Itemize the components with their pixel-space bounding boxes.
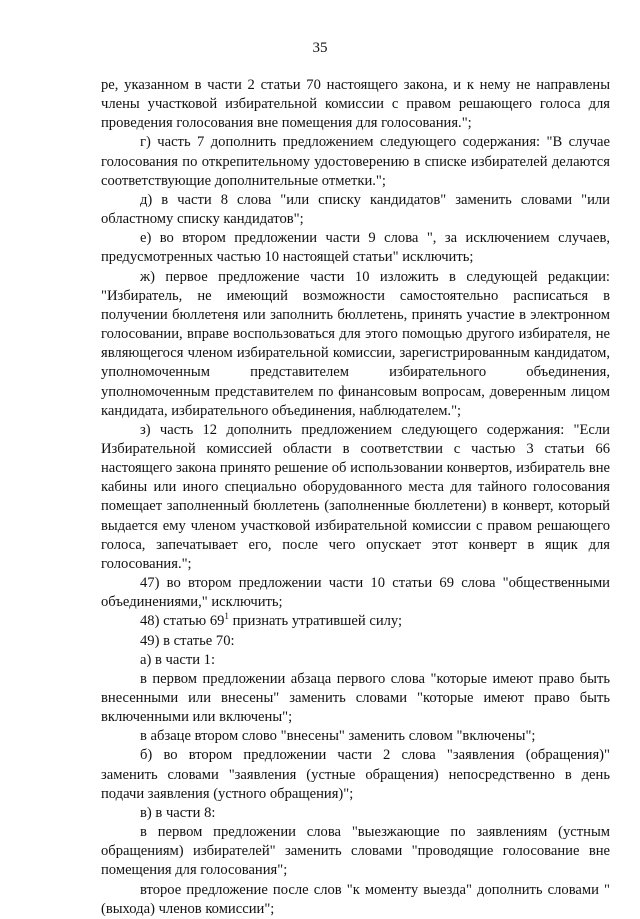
paragraph-continuation: ре, указанном в части 2 статьи 70 настоящего закона, и к нему не направлены члены участковой избирательной комиссии с правом решающего голоса для проведения голосования вне помещения для голосования."; (101, 77, 610, 132)
paragraph-item-b: б) во втором предложении части 2 слова "заявления (обращения)" заменить словами "заявления (устные обращения) непосредственно в день подачи заявления (устного обращения)"; (101, 747, 610, 802)
paragraph-item-d: д) в части 8 слова "или списку кандидатов" заменить словами "или областному списку кандидатов"; (101, 191, 610, 228)
paragraph-item-48 (101, 612, 610, 631)
paragraph-item-z: з) часть 12 дополнить предложением следующего содержания: "Если Избирательной комиссией области в соответствии с частью 3 статьи 66 настоящего закона принято решение об использовании конвертов, избиратель вне кабины или иного специально оборудованного места для тайного голосования помещает заполненный бюллетень (заполненные бюллетени) в конверт, который выдается ему членом участковой избирательной комиссии с правом решающего голоса, запечатывает его, после чего опускает этот конверт в ящик для голосования."; (101, 421, 610, 572)
paragraph-second-abzac: в абзаце втором слово "внесены" заменить словом "включены"; (140, 728, 536, 745)
article-superscript: 1 (224, 611, 229, 622)
paragraph-first-sentence-part8: в первом предложении слова "выезжающие по заявлениям (устным обращениям) избирателей" заменить словами "проводящие голосование вне помещения для голосования"; (101, 824, 610, 879)
paragraph-item-zh: ж) первое предложение части 10 изложить в следующей редакции: "Избиратель, не имеющий возможности самостоятельно расписаться в получении бюллетеня или заполнить бюллетень, принять участие в электронном голосовании, вправе воспользоваться для этого помощью другого избирателя, не являющегося членом избирательной комиссии, зарегистрированным кандидатом, уполномоченным представителем избирательного объединения, уполномоченным представителем по финансовым вопросам, доверенным лицом кандидата, избирательного объединения, наблюдателем."; (101, 268, 610, 419)
paragraph-item-g: г) часть 7 дополнить предложением следующего содержания: "В случае голосования по открепительному удостоверению в списке избирателей делаются соответствующие дополнительные отметки."; (101, 134, 610, 189)
paragraph-second-sentence-part8: второе предложение после слов "к моменту выезда" дополнить словами "(выхода) членов комиссии"; (101, 881, 610, 917)
paragraph-item-49: 49) в статье 70: (140, 632, 235, 649)
paragraph-item-47: 47) во втором предложении части 10 статьи 69 слова "общественными объединениями," исключить; (101, 575, 610, 611)
paragraph-first-sentence: в первом предложении абзаца первого слова "которые имеют право быть внесенными или внесены" заменить словами "которые имеют право быть включенными или включены"; (101, 670, 610, 726)
page-number: 35 (312, 40, 328, 56)
paragraph-item-e: е) во втором предложении части 9 слова ", за исключением случаев, предусмотренных частью 10 настоящей статьи" исключить; (101, 230, 610, 266)
paragraph-item-48-tail: признать утратившей силу; (228, 613, 403, 630)
paragraph-item-v: в) в части 8: (140, 804, 216, 821)
document-body (101, 76, 610, 919)
paragraph-item-a: а) в части 1: (140, 651, 216, 668)
paragraph-item-48-text: 48) статью 69 (140, 613, 225, 630)
